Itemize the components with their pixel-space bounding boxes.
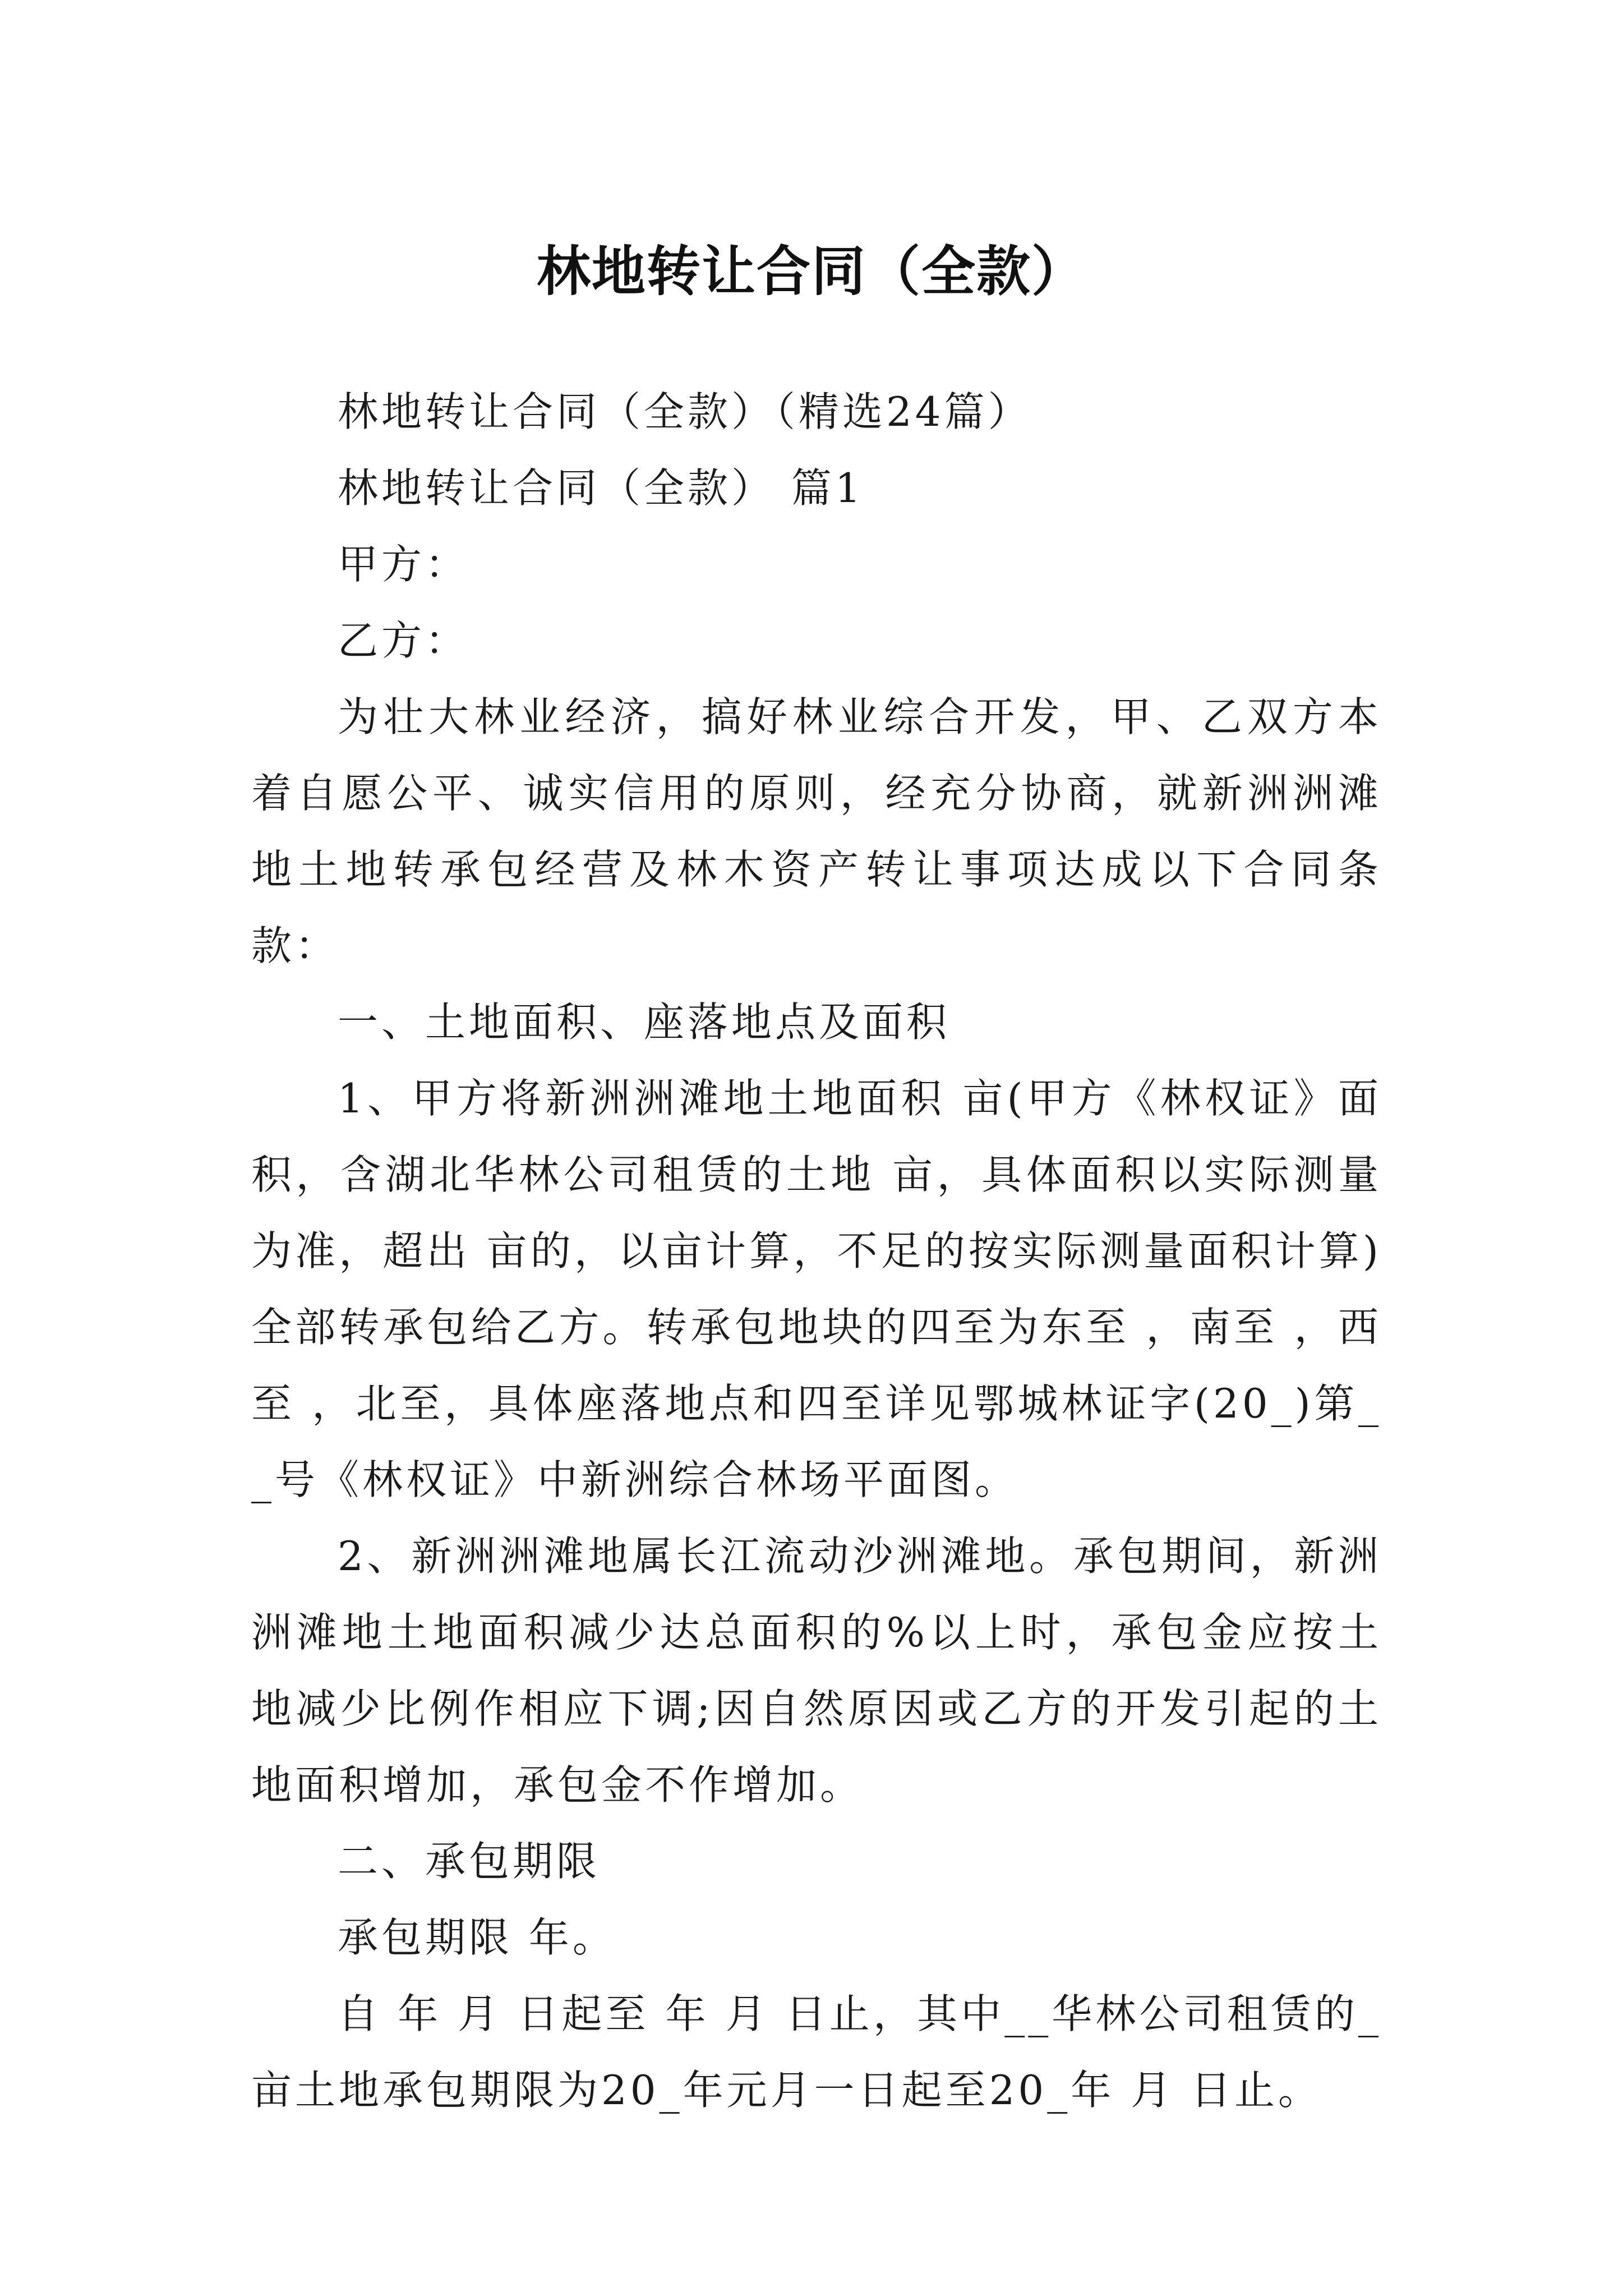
- preamble-paragraph: 为壮大林业经济，搞好林业综合开发，甲、乙双方本着自愿公平、诚实信用的原则，经充分协商，就新洲洲滩地土地转承包经营及林木资产转让事项达成以下合同条款：: [251, 693, 1382, 969]
- clause-1-2-paragraph: 2、新洲洲滩地属长江流动沙洲滩地。承包期间，新洲洲滩地土地面积减少达总面积的%以上时，承包金应按土地减少比例作相应下调;因自然原因或乙方的开发引起的土地面积增加，承包金不作增加。: [251, 1533, 1382, 1809]
- party-a-line: 甲方：: [338, 541, 469, 588]
- term-dates-paragraph: 自 年 月 日起至 年 月 日止，其中__华林公司租赁的_亩土地承包期限为20_年元月一日起至20_年 月 日止。: [251, 1990, 1382, 2114]
- subtitle-paragraph: 林地转让合同（全款）（精选24篇）: [338, 388, 1032, 435]
- document-title: 林地转让合同（全款）: [537, 240, 1086, 303]
- term-length-line: 承包期限 年。: [338, 1914, 616, 1961]
- document-body: [251, 374, 1382, 2128]
- clause-heading-2: 二、承包期限: [338, 1838, 601, 1885]
- clause-heading-1: 一、土地面积、座落地点及面积: [338, 999, 951, 1046]
- party-b-line: 乙方：: [338, 617, 469, 664]
- section-heading: 林地转让合同（全款） 篇1: [338, 464, 864, 512]
- clause-1-1-paragraph: 1、甲方将新洲洲滩地土地面积 亩(甲方《林权证》面积，含湖北华林公司租赁的土地 亩，具体面积以实际测量为准，超出 亩的，以亩计算，不足的按实际测量面积计算)全部转承包给乙方。转承包地块的四至为东至 ，南至 ，西至 ，北至，具体座落地点和四至详见鄂城林证字(20_)第__号《林权证》中新洲综合林场平面图。: [251, 1075, 1382, 1503]
